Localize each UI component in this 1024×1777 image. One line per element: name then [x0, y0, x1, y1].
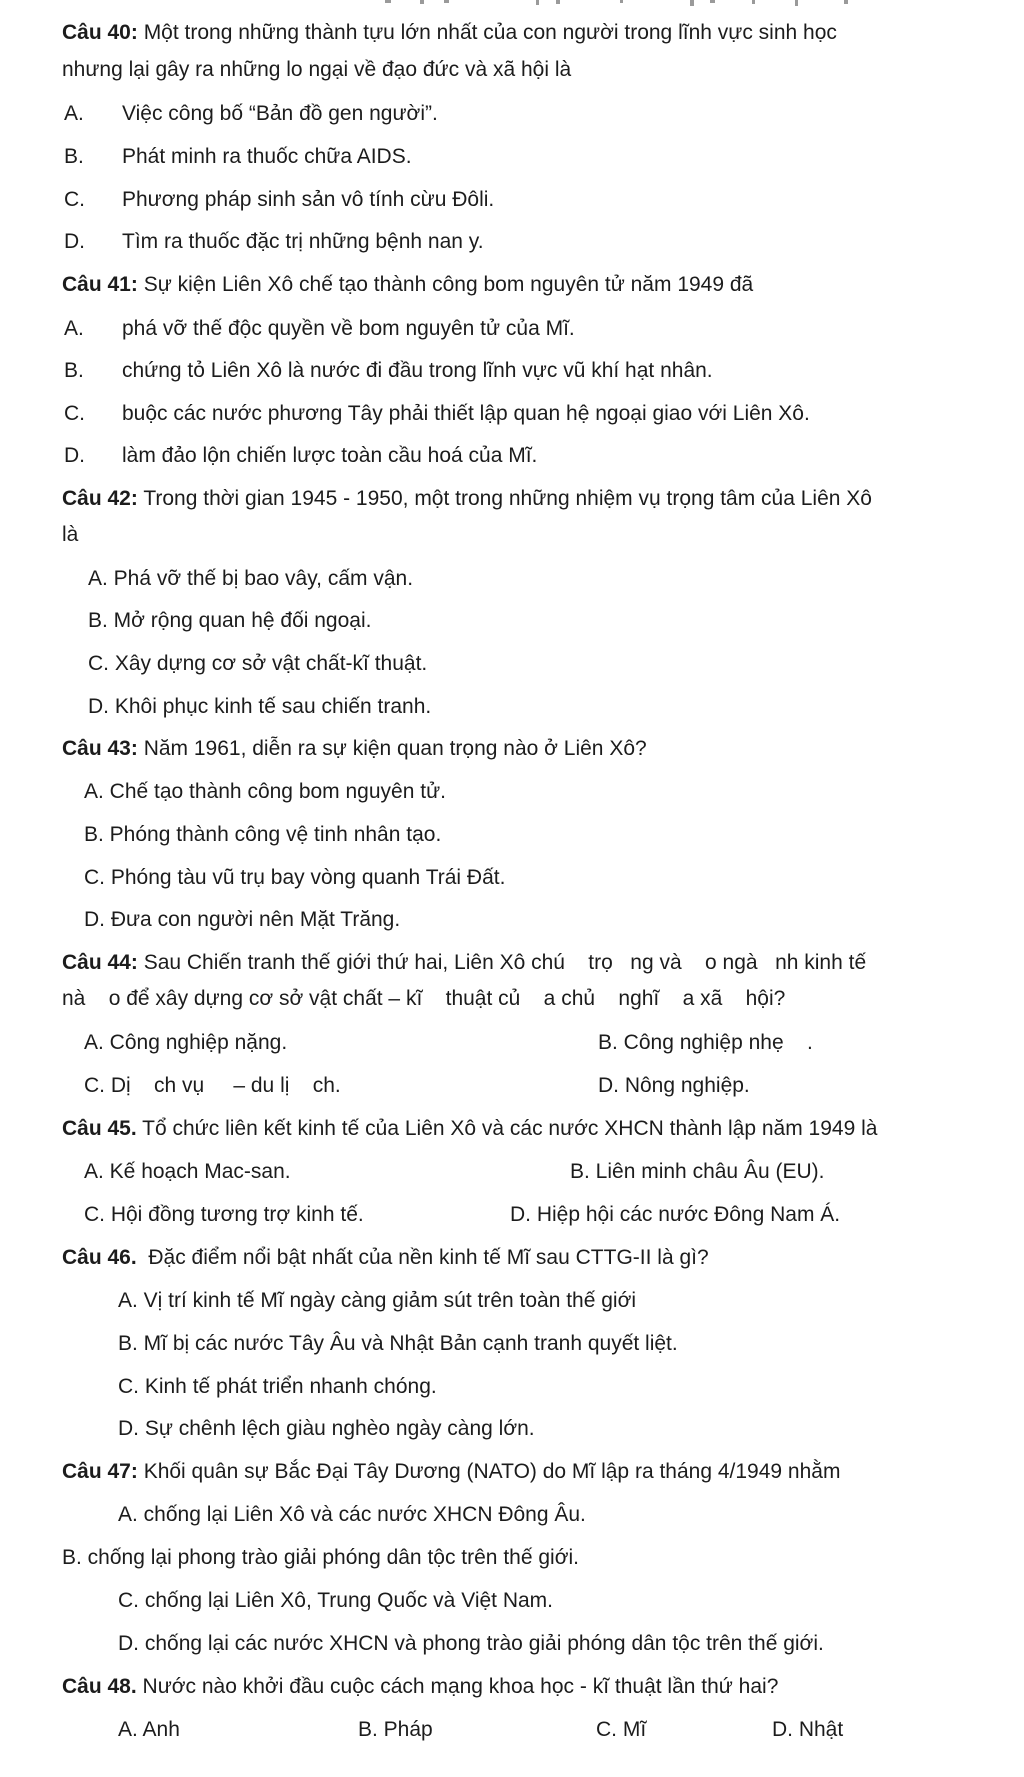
question-48-number: Câu 48.	[62, 1675, 137, 1698]
question-43-option-a: A. Chế tạo thành công bom nguyên tử.	[84, 780, 446, 803]
option-text: làm đảo lộn chiến lược toàn cầu hoá của Mĩ.	[122, 444, 538, 467]
question-41-option-c	[64, 401, 810, 427]
question-43-stem: Năm 1961, diễn ra sự kiện quan trọng nào ở Liên Xô?	[137, 737, 647, 760]
question-44-number: Câu 44:	[62, 951, 138, 974]
question-47-option-a: A. chống lại Liên Xô và các nước XHCN Đông Âu.	[118, 1503, 586, 1526]
question-42-line-1	[62, 486, 872, 512]
question-47-stem: Khối quân sự Bắc Đại Tây Dương (NATO) do Mĩ lập ra tháng 4/1949 nhằm	[137, 1460, 841, 1483]
question-45-stem: Tổ chức liên kết kinh tế của Liên Xô và các nước XHCN thành lập năm 1949 là	[136, 1117, 878, 1140]
option-letter: C.	[64, 188, 85, 211]
question-48-option-d: D. Nhật	[772, 1718, 844, 1741]
question-42-option-c: C. Xây dựng cơ sở vật chất-kĩ thuật.	[88, 652, 428, 675]
question-47-line-1	[62, 1459, 840, 1485]
option-letter: D.	[64, 230, 85, 253]
question-48-line-1	[62, 1674, 778, 1700]
option-text: Phương pháp sinh sản vô tính cừu Đôli.	[122, 188, 495, 211]
question-44-option-c: C. Dị ch vụ – du lị ch.	[84, 1074, 341, 1097]
question-48-option-a: A. Anh	[118, 1718, 180, 1741]
question-47-option-d: D. chống lại các nước XHCN và phong trào giải phóng dân tộc trên thế giới.	[118, 1632, 824, 1655]
question-42-stem: Trong thời gian 1945 - 1950, một trong những nhiệm vụ trọng tâm của Liên Xô	[137, 487, 872, 510]
question-42-option-a: A. Phá vỡ thế bị bao vây, cấm vận.	[88, 567, 414, 590]
option-text: buộc các nước phương Tây phải thiết lập quan hệ ngoại giao với Liên Xô.	[122, 402, 810, 425]
question-43-option-c: C. Phóng tàu vũ trụ bay vòng quanh Trái Đất.	[84, 866, 506, 889]
question-45-line-1	[62, 1116, 877, 1142]
question-48-option-b: B. Pháp	[358, 1718, 433, 1741]
question-42-option-b: B. Mở rộng quan hệ đối ngoại.	[88, 609, 372, 632]
question-41-number: Câu 41:	[62, 273, 138, 296]
option-letter: C.	[64, 402, 85, 425]
question-45-option-a: A. Kế hoạch Mac-san.	[84, 1160, 291, 1183]
question-44-option-b: B. Công nghiệp nhẹ .	[598, 1031, 813, 1054]
question-46-number: Câu 46.	[62, 1246, 137, 1269]
question-44-option-d: D. Nông nghiệp.	[598, 1074, 750, 1097]
option-text: Việc công bố “Bản đồ gen người”.	[122, 102, 438, 125]
question-41-stem: Sự kiện Liên Xô chế tạo thành công bom nguyên tử năm 1949 đã	[137, 273, 754, 296]
question-48-option-c: C. Mĩ	[596, 1718, 647, 1741]
question-46-option-b: B. Mĩ bị các nước Tây Âu và Nhật Bản cạnh tranh quyết liệt.	[118, 1332, 678, 1355]
question-42-option-d: D. Khôi phục kinh tế sau chiến tranh.	[88, 695, 432, 718]
question-45-number: Câu 45.	[62, 1117, 137, 1140]
question-40-option-b	[64, 144, 412, 170]
question-46-option-c: C. Kinh tế phát triển nhanh chóng.	[118, 1375, 437, 1398]
question-44-option-a: A. Công nghiệp nặng.	[84, 1031, 288, 1054]
question-45-option-d: D. Hiệp hội các nước Đông Nam Á.	[510, 1203, 841, 1226]
question-42-line-2: là	[62, 523, 79, 546]
option-letter: B.	[64, 145, 84, 168]
question-47-option-c: C. chống lại Liên Xô, Trung Quốc và Việt Nam.	[118, 1589, 554, 1612]
question-40-number: Câu 40:	[62, 21, 138, 44]
question-40-option-c	[64, 187, 494, 213]
question-46-line-1	[62, 1245, 709, 1271]
option-text: chứng tỏ Liên Xô là nước đi đầu trong lĩnh vực vũ khí hạt nhân.	[122, 359, 713, 382]
question-40-option-a	[64, 101, 438, 127]
cropped-text-remnants	[0, 0, 1024, 8]
question-43-line-1	[62, 736, 647, 762]
option-letter: D.	[64, 444, 85, 467]
option-text: phá vỡ thế độc quyền về bom nguyên tử của Mĩ.	[122, 317, 575, 340]
question-41-line-1	[62, 272, 753, 298]
question-43-option-d: D. Đưa con người nên Mặt Trăng.	[84, 908, 401, 931]
question-47-option-b: B. chống lại phong trào giải phóng dân tộc trên thế giới.	[62, 1546, 579, 1569]
question-41-option-b	[64, 358, 713, 384]
option-letter: A.	[64, 317, 84, 340]
question-40-stem: Một trong những thành tựu lớn nhất của con người trong lĩnh vực sinh học	[137, 21, 837, 44]
question-42-number: Câu 42:	[62, 487, 138, 510]
question-48-stem: Nước nào khởi đầu cuộc cách mạng khoa học - kĩ thuật lần thứ hai?	[136, 1675, 779, 1698]
option-letter: B.	[64, 359, 84, 382]
question-43-number: Câu 43:	[62, 737, 138, 760]
question-46-stem: Đặc điểm nổi bật nhất của nền kinh tế Mĩ sau CTTG-II là gì?	[136, 1246, 709, 1269]
option-text: Tìm ra thuốc đặc trị những bệnh nan y.	[122, 230, 484, 253]
question-41-option-d	[64, 443, 537, 469]
question-46-option-d: D. Sự chênh lệch giàu nghèo ngày càng lớn.	[118, 1417, 535, 1440]
question-40-option-d	[64, 229, 484, 255]
question-47-number: Câu 47:	[62, 1460, 138, 1483]
question-44-stem: Sau Chiến tranh thế giới thứ hai, Liên Xô chú trọ ng và o ngà nh kinh tế	[137, 951, 867, 974]
question-46-option-a: A. Vị trí kinh tế Mĩ ngày càng giảm sút trên toàn thế giới	[118, 1289, 637, 1312]
question-45-option-c: C. Hội đồng tương trợ kinh tế.	[84, 1203, 364, 1226]
question-43-option-b: B. Phóng thành công vệ tinh nhân tạo.	[84, 823, 442, 846]
question-40-line-2: nhưng lại gây ra những lo ngại về đạo đức và xã hội là	[62, 58, 572, 81]
question-44-line-2: nà o để xây dựng cơ sở vật chất – kĩ thuật củ a chủ nghĩ a xã hội?	[62, 987, 786, 1010]
question-40-line-1	[62, 20, 837, 46]
option-text: Phát minh ra thuốc chữa AIDS.	[122, 145, 412, 168]
question-41-option-a	[64, 316, 575, 342]
option-letter: A.	[64, 102, 84, 125]
question-44-line-1	[62, 950, 866, 976]
question-45-option-b: B. Liên minh châu Âu (EU).	[570, 1160, 825, 1183]
